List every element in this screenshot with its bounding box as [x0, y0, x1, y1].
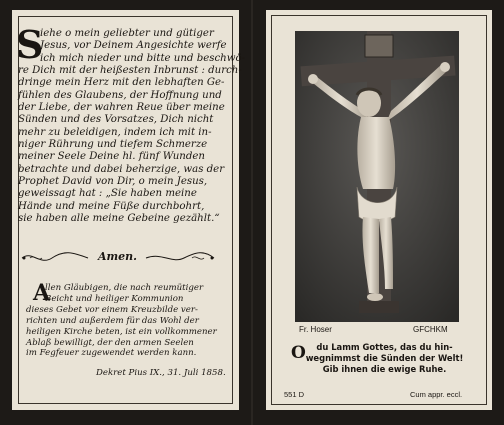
photographer-credit: Fr. Hoser [299, 325, 332, 334]
right-flourish-ornament [144, 248, 216, 268]
indulgence-drop-cap: A [33, 280, 51, 306]
left-flourish-ornament [20, 248, 90, 268]
prayer-line: re Dich mit der heißesten Inbrunst : durch- [18, 65, 242, 77]
amen-row [18, 248, 218, 268]
catalog-number: 551 D [284, 390, 305, 399]
prayer-line: sie haben alle meine Gebeine gezählt.“ [18, 213, 220, 225]
prayer-line: niger Rührung und tiefem Schmerze [18, 139, 208, 151]
prayer-drop-cap: S [16, 22, 44, 67]
prayer-line: Prophet David von Dir, o mein Jesus, [18, 176, 208, 188]
prayer-line: mehr zu beleidigen, indem ich mit in- [18, 126, 212, 138]
indulgence-line: dieses Gebet vor einem Kreuzbilde ver- [26, 304, 198, 315]
prayer-line: geweissagt hat : „Sie haben meine [18, 188, 197, 200]
verse-line: wegnimmst die Sünden der Welt! [305, 353, 464, 363]
prayer-line: iehe o mein geliebter und gütiger [40, 28, 214, 39]
prayer-line: fühlen des Glaubens, der Hoffnung und [18, 89, 222, 101]
prayer-line: ich mich nieder und bitte und beschwö- [40, 52, 246, 64]
prayer-line: betrachte und dabei beherzige, was der [18, 163, 225, 175]
indulgence-line: llen Gläubigen, die nach reumütiger [45, 283, 204, 293]
publisher-mark: GFCHKM [413, 325, 448, 334]
indulgence-line: richten und außerdem für das Wohl der [26, 315, 199, 326]
crucifix-photograph [295, 31, 459, 322]
prayer-line: Sünden und des Vorsatzes, Dich nicht [18, 114, 214, 126]
prayer-line: der Liebe, der wahren Reue über meine [18, 102, 225, 114]
verse-line: du Lamm Gottes, das du hin- [316, 342, 453, 352]
indulgence-line: heiligen Kirche beten, ist ein vollkommener [26, 326, 217, 337]
verse-line: Gib ihnen die ewige Ruhe. [322, 364, 447, 374]
prayer-line: dringe mein Herz mit den lebhaften Ge- [18, 77, 225, 89]
indulgence-text [26, 283, 216, 359]
verse-text [292, 342, 477, 375]
prayer-line: Hände und meine Füße durchbohrt, [18, 200, 205, 212]
indulgence-line: im Fegfeuer zugewendet werden kann. [26, 348, 197, 359]
crucifix-image [295, 31, 459, 322]
ecclesiastical-approval: Cum appr. eccl. [410, 390, 463, 399]
prayer-line: Jesus, vor Deinem Angesichte werfe [40, 40, 227, 52]
verse-drop-cap: O [291, 343, 306, 363]
decree-citation: Dekret Pius IX., 31. Juli 1858. [96, 368, 226, 378]
indulgence-line: Ablaß bewilligt, der den armen Seelen [26, 337, 194, 348]
prayer-text [16, 22, 246, 226]
prayer-line: meiner Seele Deine hl. fünf Wunden [18, 151, 205, 163]
amen-text: Amen. [98, 250, 137, 263]
indulgence-line: Beicht und heiliger Kommunion [45, 293, 184, 304]
